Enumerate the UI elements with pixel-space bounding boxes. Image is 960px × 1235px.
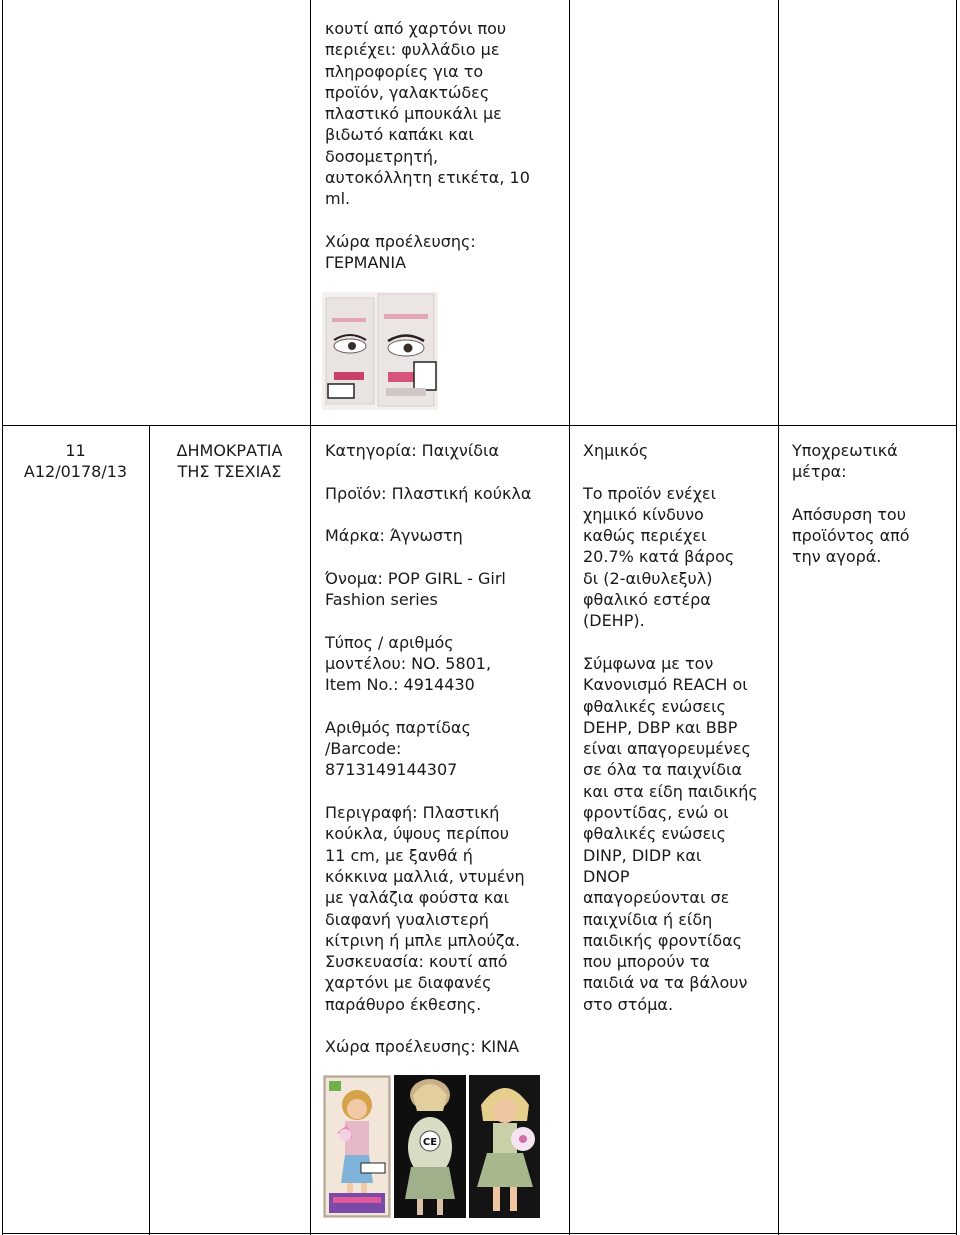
notifying-country: ΔΗΜΟΚΡΑΤΙΑ ΤΗΣ ΤΣΕΧΙΑΣ bbox=[176, 441, 283, 482]
row-number: 11 bbox=[65, 441, 86, 460]
risk-type: Χημικός bbox=[583, 441, 649, 460]
row-number-cell bbox=[2, 440, 149, 483]
prev-product-cell bbox=[325, 18, 565, 295]
measures-label: Υποχρεωτικά μέτρα: bbox=[792, 441, 898, 482]
prev-packaging-text: κουτί από χαρτόνι που περιέχει: φυλλάδιο με πληροφορίες για το προϊόν, γαλακτώδες πλαστικό μπουκάλι με βιδωτό καπάκι και δοσομετρητή, αυτοκόλλητη ετικέτα, 10 ml. bbox=[325, 19, 530, 209]
product-type: Προϊόν: Πλαστική κούκλα bbox=[325, 483, 532, 503]
product-name: Όνομα: POP GIRL - Girl Fashion series bbox=[325, 568, 506, 610]
product-model: Τύπος / αριθμός μοντέλου: NO. 5801, Item No.: 4914430 bbox=[325, 632, 492, 695]
prev-origin-text: Χώρα προέλευσης: ΓΕΡΜΑΝΙΑ bbox=[325, 231, 476, 273]
table-border-right bbox=[956, 0, 957, 1235]
product-origin: Χώρα προέλευσης: ΚΙΝΑ bbox=[325, 1037, 520, 1057]
product-batch: Αριθμός παρτίδας /Barcode: 8713149144307 bbox=[325, 717, 471, 780]
prev-product-photo bbox=[322, 292, 438, 410]
table-border-left bbox=[2, 0, 3, 1235]
risk-detail: Το προϊόν ενέχει χημικό κίνδυνο καθώς περιέχει 20.7% κατά βάρος δι (2-αιθυλεξυλ) φθαλικό εστέρα (DEHP). bbox=[583, 483, 735, 631]
measures-action: Απόσυρση του προϊόντος από την αγορά. bbox=[792, 504, 910, 567]
risk-cell bbox=[583, 440, 775, 1036]
product-description: Περιγραφή: Πλαστική κούκλα, ύψους περίπου 11 cm, με ξανθά ή κόκκινα μαλλιά, ντυμένη με γαλάζια φούστα και διαφανή γυαλιστερή κίτρινη ή μπλε μπλούζα. Συσκευασία: κουτί από χαρτόνι με διαφανές παράθυρο έκθεσης. bbox=[325, 803, 525, 1014]
risk-regulation: Σύμφωνα με τον Κανονισμό REACH οι φθαλικές ενώσεις DEHP, DBP και BBP είναι απαγορευμένες σε όλα τα παιχνίδια και στα είδη παιδικής φροντίδας, ενώ οι φθαλικές ενώσεις DINP, DIDP και DNOP απαγορεύονται σε παιχνίδια ή είδη παιδικής φροντίδας που μπορούν τα παιδιά να τα βάλουν στο στόμα. bbox=[583, 653, 758, 1014]
ce-mark: CE bbox=[422, 1137, 438, 1148]
product-category: Κατηγορία: Παιχνίδια bbox=[325, 441, 499, 460]
row-separator bbox=[2, 425, 957, 426]
product-brand: Μάρκα: Άγνωστη bbox=[325, 526, 463, 546]
table-border-bottom bbox=[2, 1233, 957, 1234]
country-cell bbox=[149, 440, 310, 483]
measures-cell bbox=[792, 440, 954, 589]
row-reference: A12/0178/13 bbox=[23, 462, 128, 482]
table-border-col4 bbox=[778, 0, 779, 1235]
table-border-col3 bbox=[569, 0, 570, 1235]
table-border-col2 bbox=[310, 0, 311, 1235]
product-cell bbox=[325, 440, 565, 1079]
doll-product-photo bbox=[323, 1075, 540, 1218]
table-border-col1 bbox=[149, 425, 150, 1235]
